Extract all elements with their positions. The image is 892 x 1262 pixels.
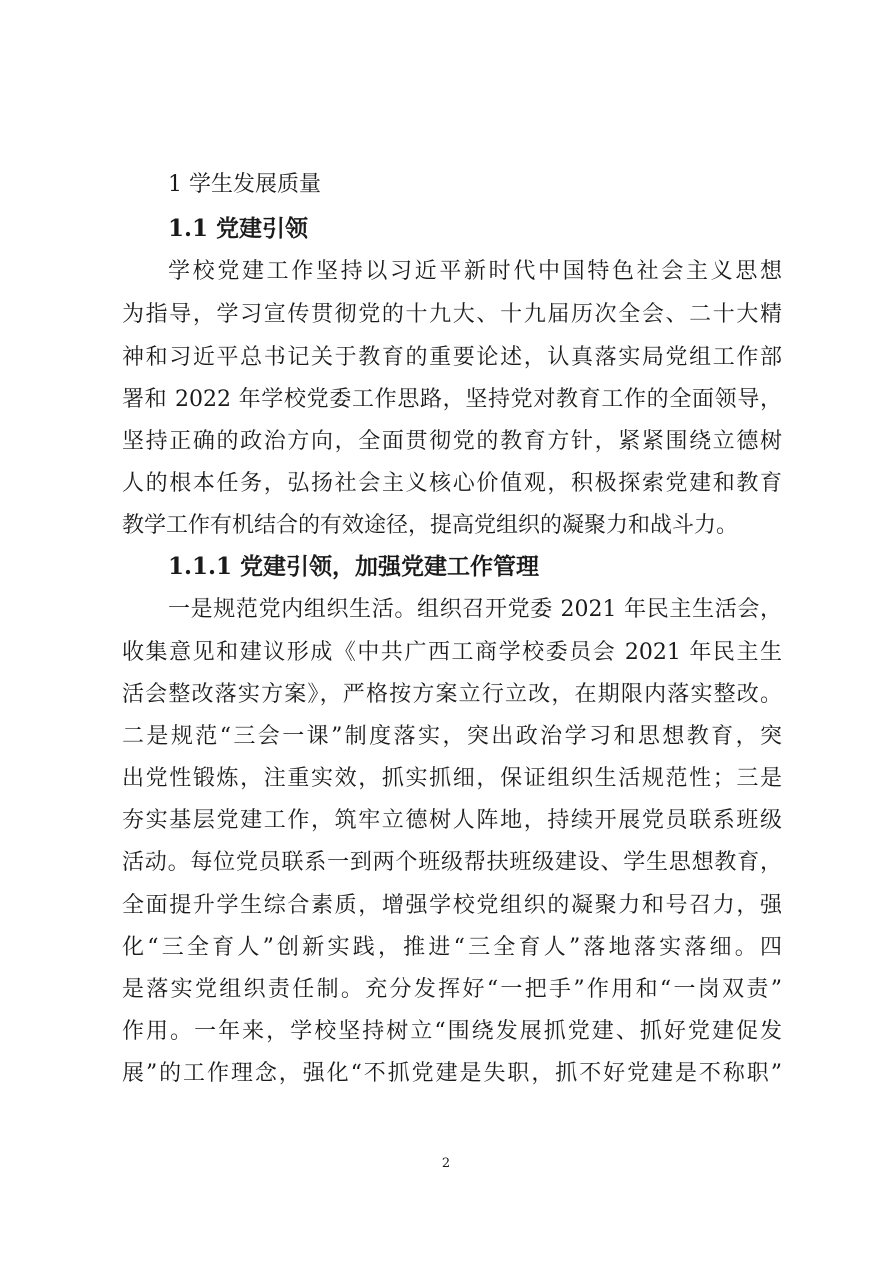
paragraph-line: 神和习近平总书记关于教育的重要论述，认真落实局党组工作部 bbox=[122, 345, 782, 370]
paragraph-line: 出党性锻炼，注重实效，抓实抓细，保证组织生活规范性；三是 bbox=[122, 766, 782, 791]
subsection-heading: 1.1 党建引领 bbox=[168, 215, 309, 242]
paragraph-line: 展”的工作理念，强化“不抓党建是失职，抓不好党建是不称职” bbox=[122, 1061, 782, 1086]
paragraph-line: 化“三全育人”创新实践，推进“三全育人”落地落实落细。四 bbox=[122, 935, 782, 960]
page-number: 2 bbox=[441, 1156, 451, 1171]
paragraph-line: 一是规范党内组织生活。组织召开党委 2021 年民主生活会， bbox=[168, 597, 782, 622]
paragraph-line: 是落实党组织责任制。充分发挥好“一把手”作用和“一岗双责” bbox=[122, 977, 782, 1002]
paragraph-line: 学校党建工作坚持以习近平新时代中国特色社会主义思想 bbox=[168, 259, 782, 284]
paragraph-line: 作用。一年来，学校坚持树立“围绕发展抓党建、抓好党建促发 bbox=[122, 1019, 782, 1044]
paragraph-line: 教学工作有机结合的有效途径，提高党组织的凝聚力和战斗力。 bbox=[122, 513, 739, 538]
paragraph-line: 收集意见和建议形成《中共广西工商学校委员会 2021 年民主生 bbox=[122, 640, 782, 665]
paragraph-line: 夯实基层党建工作，筑牢立德树人阵地，持续开展党员联系班级 bbox=[122, 808, 782, 833]
subsubsection-heading: 1.1.1 党建引领，加强党建工作管理 bbox=[168, 553, 540, 580]
paragraph-line: 活会整改落实方案》，严格按方案立行立改，在期限内落实整改。 bbox=[122, 682, 782, 707]
paragraph-line: 二是规范“三会一课”制度落实，突出政治学习和思想教育，突 bbox=[122, 724, 782, 749]
paragraph-line: 坚持正确的政治方向，全面贯彻党的教育方针，紧紧围绕立德树 bbox=[122, 429, 782, 454]
paragraph-line: 署和 2022 年学校党委工作思路，坚持党对教育工作的全面领导， bbox=[122, 387, 782, 412]
paragraph-line: 人的根本任务，弘扬社会主义核心价值观，积极探索党建和教育 bbox=[122, 471, 782, 496]
paragraph-line: 活动。每位党员联系一到两个班级帮扶班级建设、学生思想教育， bbox=[122, 850, 782, 875]
paragraph-line: 为指导，学习宣传贯彻党的十九大、十九届历次全会、二十大精 bbox=[122, 302, 782, 327]
section-heading: 1 学生发展质量 bbox=[168, 172, 321, 197]
paragraph-line: 全面提升学生综合素质，增强学校党组织的凝聚力和号召力，强 bbox=[122, 893, 782, 918]
